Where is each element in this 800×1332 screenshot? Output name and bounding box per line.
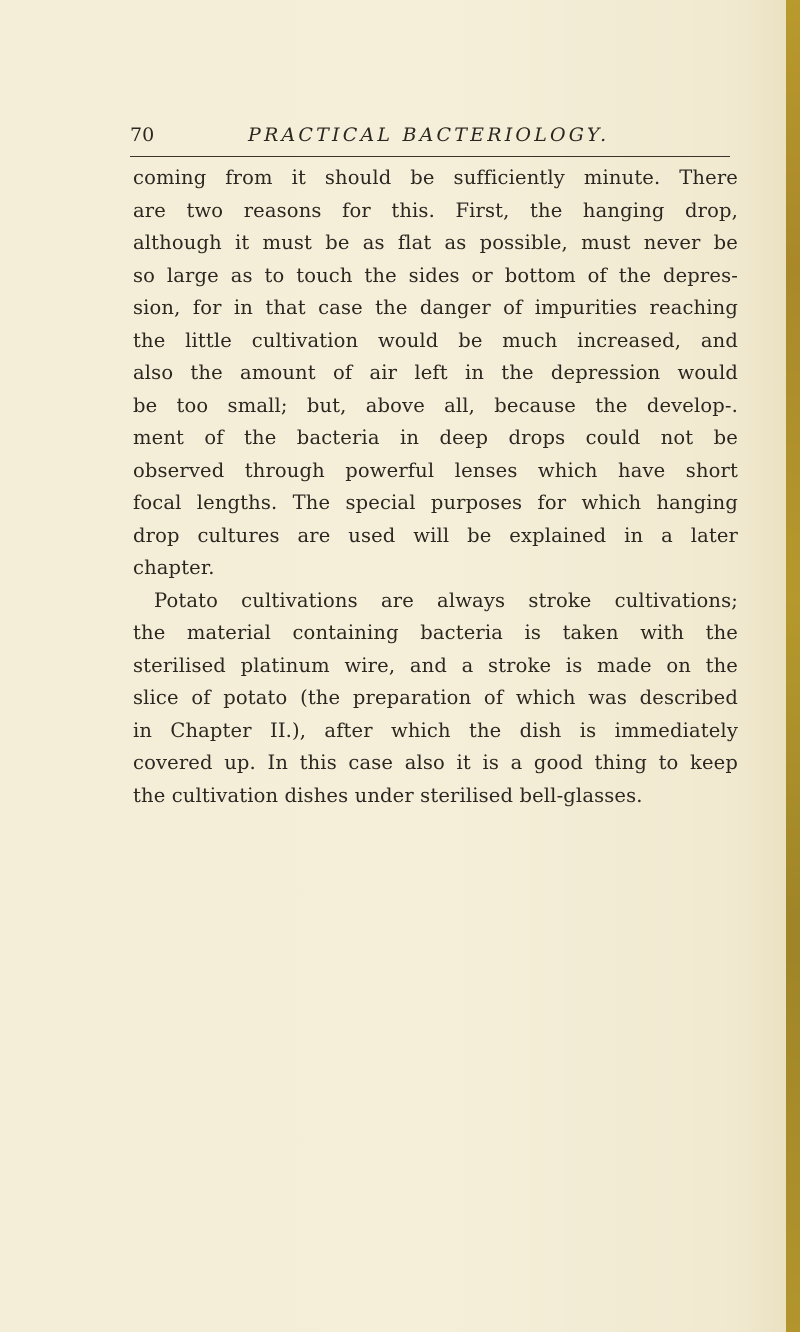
page-header	[130, 124, 730, 154]
text-line: covered up. In this case also it is a good thing to keep	[133, 751, 738, 774]
text-line: also the amount of air left in the depression would	[133, 361, 738, 384]
text-line: in Chapter II.), after which the dish is immediately	[133, 718, 738, 742]
text-line: slice of potato (the preparation of which was described	[133, 686, 738, 709]
text-line: are two reasons for this. First, the hanging drop,	[133, 198, 738, 222]
text-line: sterilised platinum wire, and a stroke is made on the	[133, 653, 738, 677]
text-line: the material containing bacteria is taken with the	[133, 621, 738, 644]
text-line: coming from it should be sufficiently minute. There	[133, 166, 738, 189]
paragraph-first-line: Potato cultivations are always stroke cultivations;	[154, 588, 738, 612]
text-line: sion, for in that case the danger of impurities reaching	[133, 296, 738, 319]
text-line: so large as to touch the sides or bottom of the depres-	[133, 263, 738, 287]
text-line: the little cultivation would be much increased, and	[133, 328, 738, 352]
text-line: observed through powerful lenses which have short	[133, 458, 738, 482]
text-line: chapter.	[133, 556, 215, 579]
running-title: PRACTICAL BACTERIOLOGY.	[248, 124, 610, 146]
text-line: the cultivation dishes under sterilised bell-glasses.	[133, 783, 643, 807]
body-text	[133, 162, 738, 812]
text-line: be too small; but, above all, because the develop-.	[133, 393, 738, 417]
text-line: drop cultures are used will be explained in a later	[133, 523, 738, 547]
page-number: 70	[130, 124, 155, 146]
text-line: although it must be as flat as possible, must never be	[133, 231, 738, 254]
text-line: ment of the bacteria in deep drops could not be	[133, 426, 738, 449]
header-rule	[130, 156, 730, 157]
text-line: focal lengths. The special purposes for which hanging	[133, 491, 738, 514]
page-edge-border	[786, 0, 800, 1332]
